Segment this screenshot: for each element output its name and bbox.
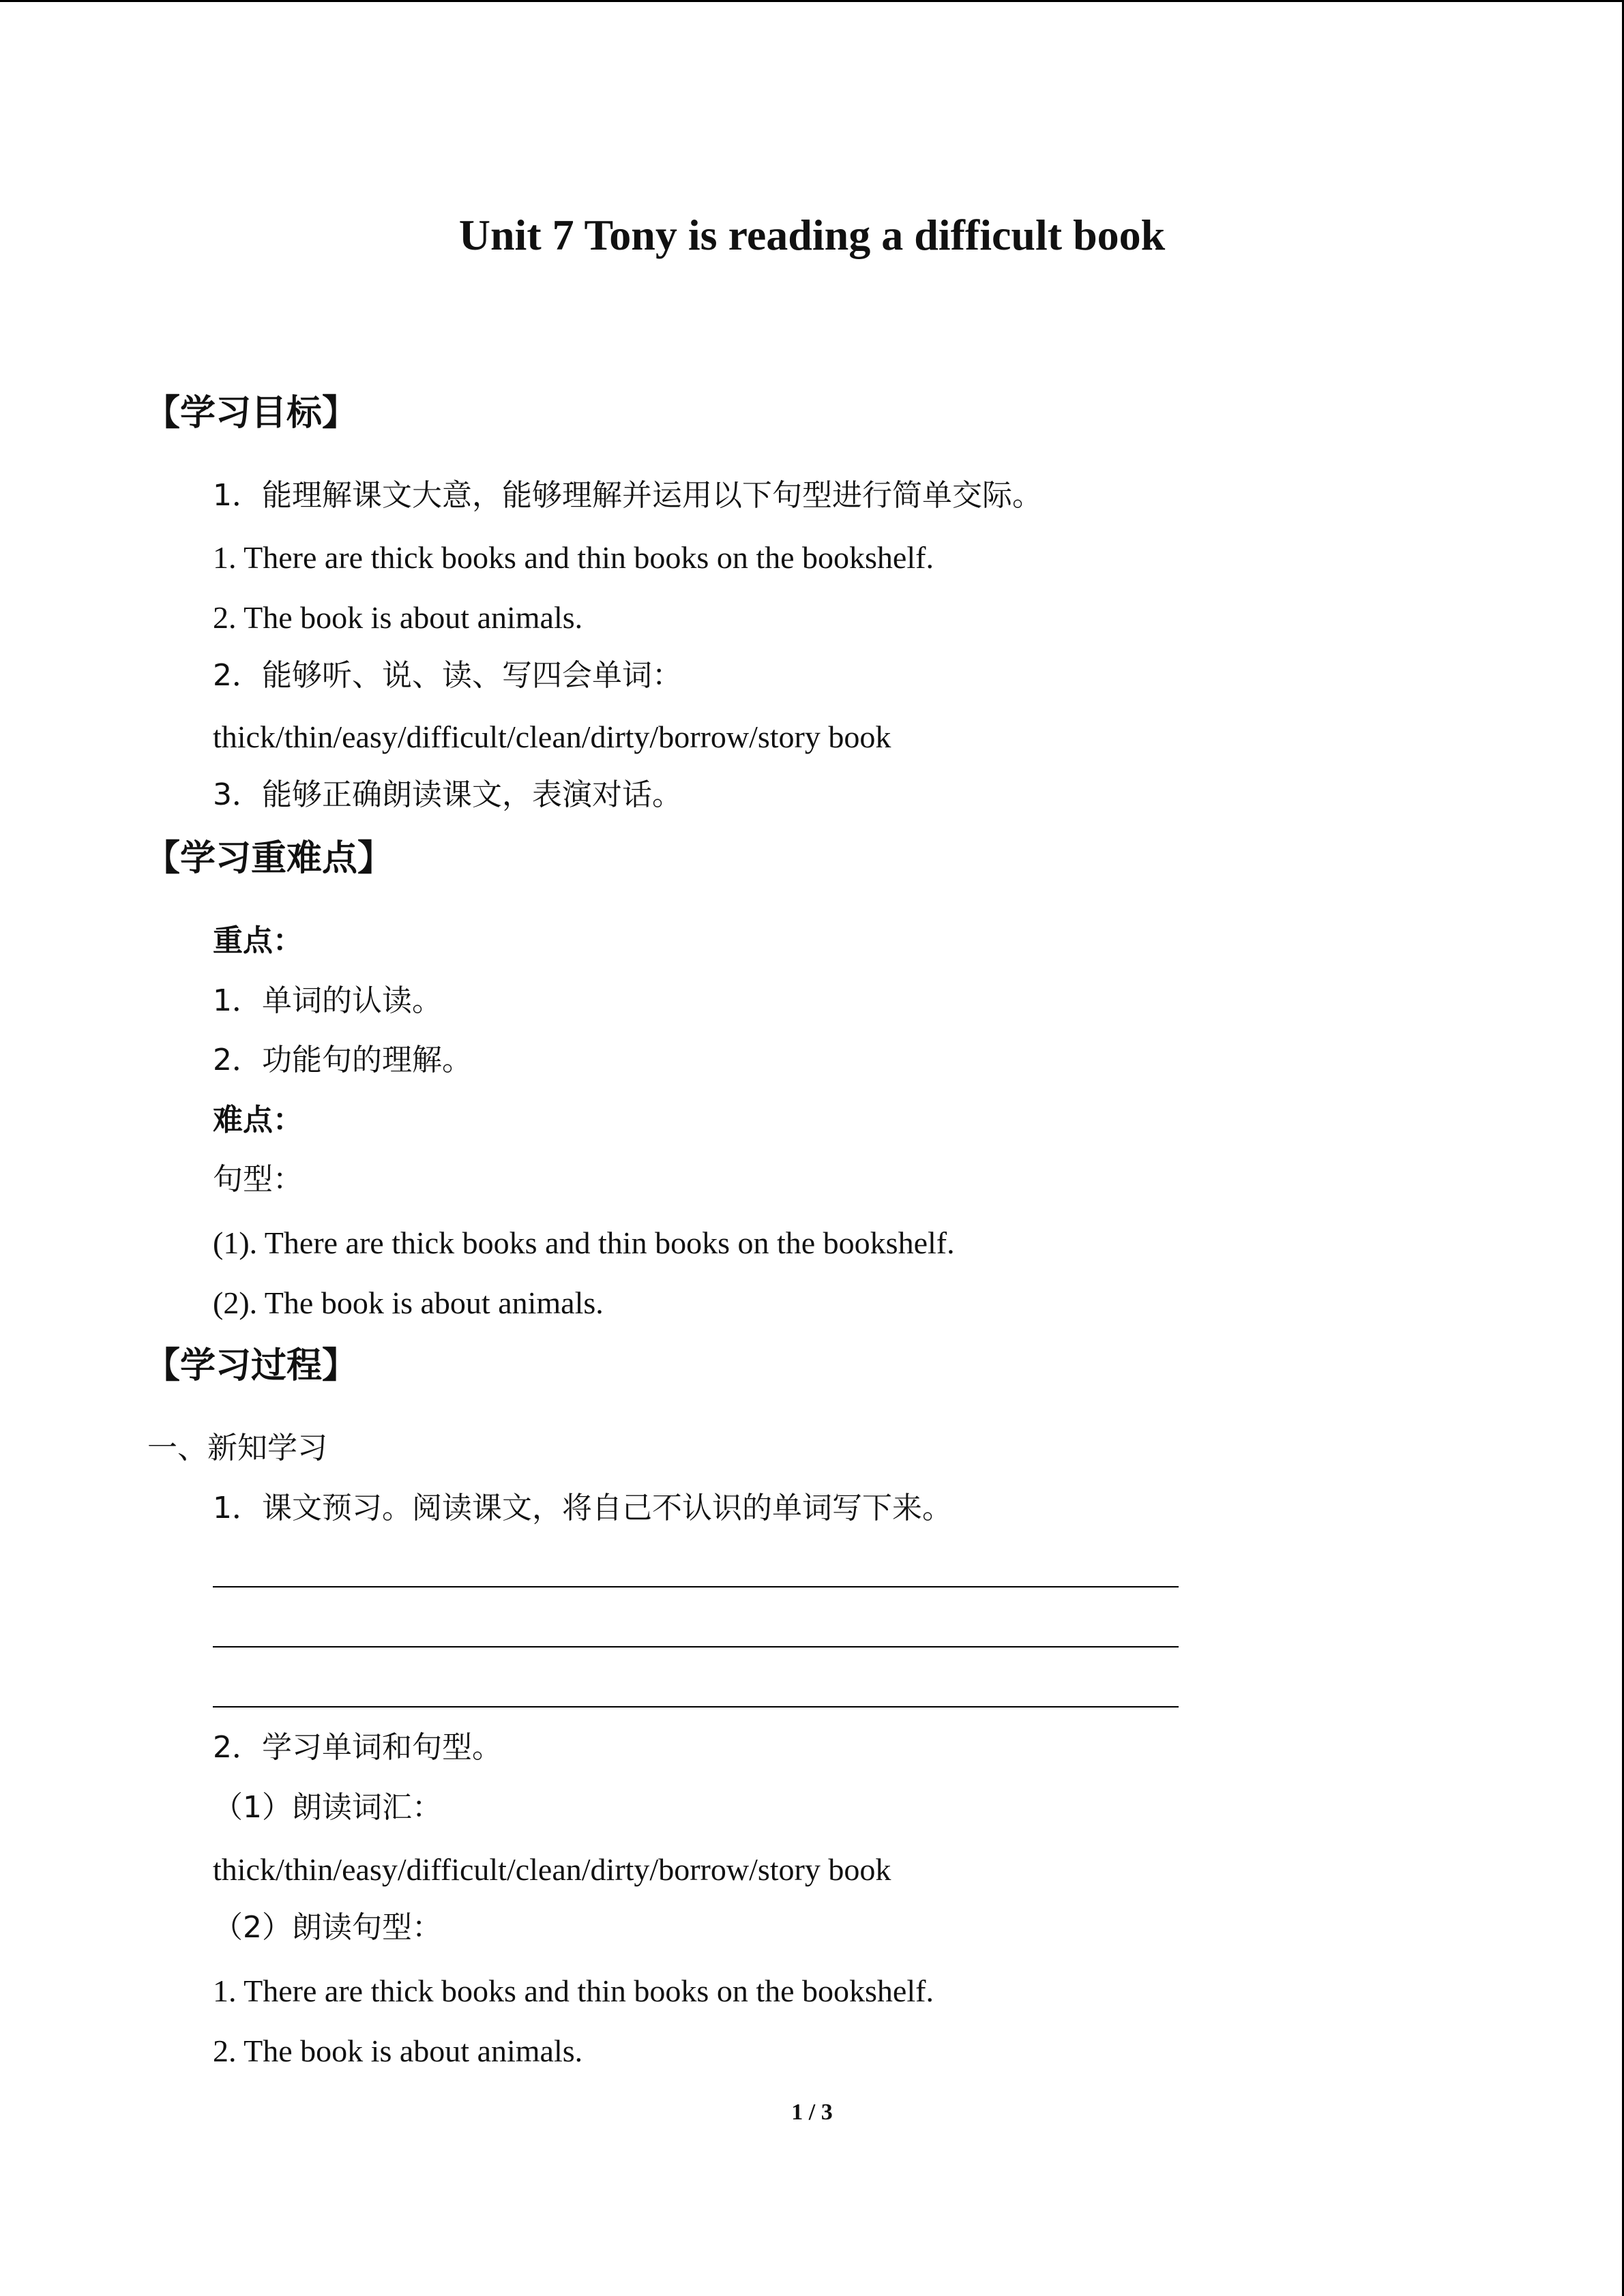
- section-heading-process: 【学习过程】: [145, 1345, 358, 1386]
- page-number: 1 / 3: [791, 2100, 833, 2125]
- document-title: Unit 7 Tony is reading a difficult book: [458, 211, 1166, 259]
- objective-item: 3．能够正确朗读课文，表演对话。: [213, 777, 682, 812]
- section-heading-key-points: 【学习重难点】: [145, 838, 394, 879]
- focus-item: 2．功能句的理解。: [213, 1043, 472, 1077]
- sub-step-sentence-label: （2）朗读句型：: [213, 1910, 442, 1945]
- sentence-item: 2. The book is about animals.: [213, 2033, 583, 2068]
- objective-item: 1. There are thick books and thin books on the bookshelf.: [213, 540, 934, 575]
- part-one-label: 一、新知学习: [147, 1431, 327, 1465]
- objective-item: 2. The book is about animals.: [213, 600, 583, 635]
- step-one: 1．课文预习。阅读课文，将自己不认识的单词写下来。: [213, 1491, 952, 1525]
- vocab-list: thick/thin/easy/difficult/clean/dirty/borrow/story book: [213, 1852, 891, 1887]
- pattern-label: 句型：: [213, 1162, 303, 1197]
- difficulty-item: (2). The book is about animals.: [213, 1285, 604, 1320]
- focus-label: 重点：: [213, 923, 303, 958]
- sub-step-vocab-label: （1）朗读词汇：: [213, 1790, 442, 1825]
- sentence-item: 1. There are thick books and thin books on the bookshelf.: [213, 1973, 934, 2008]
- answer-line[interactable]: [213, 1706, 1179, 1708]
- objective-item: thick/thin/easy/difficult/clean/dirty/borrow/story book: [213, 719, 891, 754]
- answer-line[interactable]: [213, 1646, 1179, 1648]
- answer-line[interactable]: [213, 1586, 1179, 1587]
- step-two: 2．学习单词和句型。: [213, 1730, 502, 1765]
- difficulty-item: (1). There are thick books and thin books on the bookshelf.: [213, 1225, 955, 1260]
- objective-item: 2．能够听、说、读、写四会单词：: [213, 658, 682, 693]
- section-heading-objectives: 【学习目标】: [145, 393, 358, 434]
- focus-item: 1．单词的认读。: [213, 983, 442, 1018]
- difficulty-label: 难点：: [213, 1103, 303, 1137]
- objective-item: 1．能理解课文大意，能够理解并运用以下句型进行简单交际。: [213, 478, 1042, 513]
